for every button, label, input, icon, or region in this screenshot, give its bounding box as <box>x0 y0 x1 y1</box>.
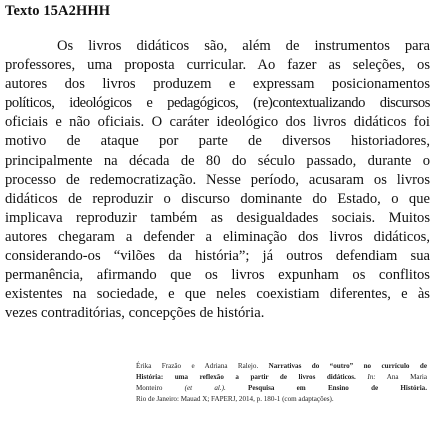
citation-line <box>136 361 427 372</box>
paragraph-line: principalmente na década de 80 do século passado, durante o <box>5 152 430 169</box>
paragraph-line: motivo de ataque por parte de diversos historiadores, <box>5 133 430 150</box>
source-citation <box>136 361 427 405</box>
paragraph-line: autores chegaram a defender a eliminação dos livros didáticos, <box>5 228 430 245</box>
paragraph-line: existentes na sociedade, e que neles coexistiam diferentes, e às <box>5 286 430 303</box>
citation-et-al: (et al.). <box>184 384 226 392</box>
citation-line <box>136 394 427 405</box>
citation-book-title: Pesquisa em Ensino de História. <box>248 384 427 392</box>
paragraph-line: professores, uma proposta curricular. Ao fazer as seleções, os <box>5 57 430 74</box>
paragraph-line: implicava reproduzir também as desigualdades sociais. Muitos <box>5 209 430 226</box>
citation-authors: Érika Frazão e Adriana Ralejo. <box>136 362 259 370</box>
paragraph-line: Os livros didáticos são, além de instrumentos para <box>57 38 430 54</box>
paragraph-line: oficiais e não oficiais. O caráter ideológico dos livros didáticos foi <box>5 114 430 131</box>
citation-article-title: Narrativas do “outro” no currículo de <box>268 362 427 370</box>
citation-article-title: História: uma reflexão a partir de livros didáticos. <box>136 373 356 381</box>
citation-publisher: Rio de Janeiro: Mauad X; FAPERJ, 2014, p. 180-1 (com adaptações). <box>136 395 334 403</box>
text-title: Texto 15A2HHH <box>5 3 111 19</box>
paragraph-line: considerando-os “vilões da história”; já outros defendiam sua <box>5 248 430 265</box>
citation-line <box>136 372 427 383</box>
paragraph-line: permanência, afirmando que os livros expunham os conflitos <box>5 267 430 284</box>
main-paragraph <box>5 37 430 323</box>
citation-editor: Ana Maria <box>386 373 428 381</box>
paragraph-line: didáticos de reproduzir o discurso dominante do Estado, o que <box>5 190 430 207</box>
paragraph-line: processo de redemocratização. Nesse período, acusaram os livros <box>5 171 430 188</box>
citation-editor: Monteiro <box>136 384 163 392</box>
citation-in: In: <box>367 373 376 381</box>
paragraph-line: autores dos livros produzem e expressam posicionamentos <box>5 76 430 93</box>
paragraph-line: políticos, ideológicos e pedagógicos, (re)contextualizando discursos <box>5 95 430 112</box>
paragraph-line: vezes contraditórias, concepções de história. <box>5 305 265 322</box>
citation-line <box>136 383 427 394</box>
